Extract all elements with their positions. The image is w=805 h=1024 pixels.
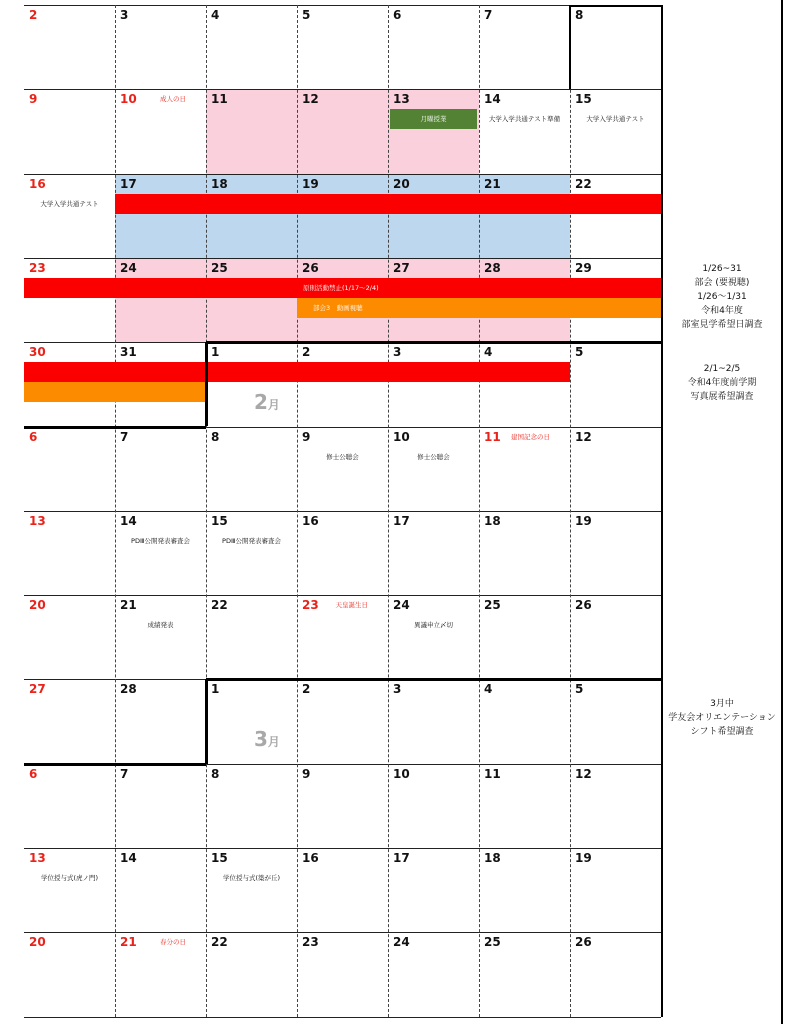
grid-row-line	[24, 1017, 661, 1018]
day-number: 15	[211, 513, 228, 528]
day-cell[interactable]	[206, 511, 297, 595]
day-number: 27	[29, 682, 46, 697]
day-event: 大学入学共通テスト準備	[488, 115, 561, 124]
day-number: 25	[484, 935, 501, 950]
side-note	[662, 262, 782, 332]
day-number: 9	[302, 429, 311, 444]
day-cell[interactable]	[479, 848, 570, 932]
day-number: 23	[302, 598, 319, 613]
day-cell[interactable]	[24, 848, 115, 932]
day-number: 11	[484, 429, 501, 444]
day-cell[interactable]	[479, 764, 570, 848]
day-number: 24	[393, 935, 410, 950]
event-bar-label: 原則活動禁止(1/17～2/4)	[303, 283, 379, 292]
day-cell[interactable]	[24, 89, 115, 173]
day-cell[interactable]	[570, 342, 661, 426]
day-number: 7	[120, 766, 129, 781]
day-cell[interactable]	[479, 679, 570, 763]
day-cell[interactable]	[115, 511, 206, 595]
day-number: 10	[393, 766, 410, 781]
grid-row-line	[24, 595, 661, 596]
day-cell[interactable]	[24, 5, 115, 89]
day-cell[interactable]	[115, 595, 206, 679]
event-bar[interactable]	[24, 362, 570, 382]
side-note-line: 1/26~31	[702, 264, 742, 274]
day-number: 14	[120, 851, 137, 865]
day-cell[interactable]	[388, 89, 479, 173]
day-cell[interactable]	[388, 5, 479, 89]
day-cell[interactable]	[297, 679, 388, 763]
day-event: 大学入学共通テスト	[586, 115, 645, 124]
day-cell[interactable]	[206, 427, 297, 511]
day-cell[interactable]	[570, 848, 661, 932]
day-cell[interactable]	[479, 511, 570, 595]
day-number: 3	[393, 345, 402, 360]
day-cell[interactable]	[206, 932, 297, 1016]
day-event: 成人の日	[160, 95, 186, 104]
side-note-line: 令和4年度	[701, 306, 743, 316]
month-border	[206, 341, 661, 344]
day-cell[interactable]	[297, 427, 388, 511]
day-number: 23	[29, 260, 46, 275]
day-number: 27	[393, 260, 410, 275]
month-border	[205, 679, 208, 763]
day-cell[interactable]	[297, 595, 388, 679]
calendar-grid	[24, 5, 660, 1017]
day-number: 26	[575, 935, 592, 950]
day-cell[interactable]	[206, 679, 297, 763]
day-number: 24	[120, 260, 137, 275]
day-cell[interactable]	[115, 848, 206, 932]
day-event: 修士公聴会	[326, 452, 359, 461]
day-event: PDⅢ公開発表審査会	[131, 536, 190, 545]
day-number: 21	[120, 598, 137, 613]
day-number: 4	[211, 8, 220, 22]
day-number: 16	[29, 176, 46, 191]
grid-row-line	[24, 258, 661, 259]
day-cell[interactable]	[206, 595, 297, 679]
side-note-line: 学友会オリエンテーション	[668, 713, 776, 723]
day-cell[interactable]	[570, 511, 661, 595]
day-number: 2	[29, 8, 38, 22]
day-cell[interactable]	[297, 89, 388, 173]
day-number: 25	[484, 598, 501, 613]
day-number: 12	[575, 429, 592, 444]
day-cell[interactable]	[24, 511, 115, 595]
side-note-line: シフト希望調査	[690, 727, 754, 737]
grid-row-line	[24, 932, 661, 933]
day-event: 修士公聴会	[417, 452, 450, 461]
day-number: 1	[211, 345, 220, 360]
day-cell[interactable]	[388, 932, 479, 1016]
day-number: 6	[29, 429, 38, 444]
month-number: 3	[254, 727, 268, 752]
day-number: 12	[302, 92, 319, 107]
month-unit: 月	[267, 398, 280, 413]
day-cell[interactable]	[115, 932, 206, 1016]
day-cell[interactable]	[570, 174, 661, 258]
day-number: 21	[120, 935, 137, 950]
day-cell[interactable]	[24, 258, 115, 342]
day-number: 17	[120, 176, 137, 191]
day-number: 28	[120, 682, 137, 697]
day-number: 7	[120, 429, 129, 444]
day-number: 22	[575, 176, 592, 191]
day-cell[interactable]	[479, 427, 570, 511]
grid-col-line	[570, 5, 571, 1017]
page-right-border	[781, 0, 783, 1024]
day-number: 17	[393, 513, 410, 528]
day-number: 2	[302, 682, 311, 697]
day-cell[interactable]	[297, 511, 388, 595]
day-number: 5	[575, 345, 584, 360]
day-cell[interactable]	[115, 764, 206, 848]
day-event: 大学入学共通テスト	[40, 199, 99, 208]
grid-col-line	[479, 5, 480, 1017]
week-border	[570, 5, 661, 7]
day-number: 10	[120, 92, 137, 107]
day-number: 16	[302, 851, 319, 865]
day-cell[interactable]	[388, 595, 479, 679]
day-cell[interactable]	[24, 595, 115, 679]
day-number: 23	[302, 935, 319, 950]
day-number: 13	[29, 851, 46, 865]
day-cell[interactable]	[206, 342, 297, 426]
day-number: 15	[575, 92, 592, 107]
month-number: 2	[254, 390, 268, 415]
day-number: 18	[211, 176, 228, 191]
day-number: 6	[393, 8, 402, 22]
event-bar-label: 月曜授業	[420, 115, 447, 124]
day-cell[interactable]	[206, 848, 297, 932]
day-cell[interactable]	[206, 174, 297, 258]
grid-col-line	[297, 5, 298, 1017]
day-cell[interactable]	[479, 89, 570, 173]
day-cell[interactable]	[570, 932, 661, 1016]
day-number: 13	[393, 92, 410, 107]
day-number: 18	[484, 851, 501, 865]
month-border	[24, 426, 206, 429]
grid-col-line	[206, 5, 207, 1017]
day-cell[interactable]	[479, 932, 570, 1016]
day-number: 2	[302, 345, 311, 360]
day-cell[interactable]	[297, 848, 388, 932]
day-number: 5	[575, 682, 584, 697]
day-number: 3	[120, 8, 129, 22]
day-cell[interactable]	[24, 932, 115, 1016]
day-number: 20	[29, 598, 46, 613]
day-event: 学位授与式(虎ノ門)	[40, 874, 99, 882]
grid-row-line	[24, 89, 661, 90]
day-cell[interactable]	[24, 764, 115, 848]
day-cell[interactable]	[570, 427, 661, 511]
day-cell[interactable]	[570, 89, 661, 173]
day-cell[interactable]	[115, 174, 206, 258]
day-number: 21	[484, 176, 501, 191]
grid-col-line	[115, 5, 116, 1017]
day-cell[interactable]	[206, 89, 297, 173]
day-number: 26	[302, 260, 319, 275]
day-number: 24	[393, 598, 410, 613]
day-cell[interactable]	[297, 5, 388, 89]
event-bar[interactable]	[24, 278, 661, 298]
side-note-line: 令和4年度前学期	[687, 378, 757, 388]
day-number: 17	[393, 851, 410, 865]
event-bar-label: 部会3 動画視聴	[313, 303, 363, 312]
month-label	[254, 390, 280, 414]
day-cell[interactable]	[115, 89, 206, 173]
side-note-line: 部会 (要視聴)	[694, 278, 750, 288]
day-number: 8	[575, 8, 584, 22]
grid-row-line	[24, 511, 661, 512]
day-cell[interactable]	[206, 764, 297, 848]
day-number: 11	[211, 92, 228, 107]
day-event: 学位授与式(築が丘)	[222, 874, 281, 882]
day-number: 8	[211, 429, 220, 444]
day-number: 13	[29, 513, 46, 528]
day-cell[interactable]	[297, 174, 388, 258]
day-number: 26	[575, 598, 592, 613]
day-number: 10	[393, 429, 410, 444]
event-bar[interactable]	[24, 382, 206, 402]
day-cell[interactable]	[115, 258, 206, 342]
day-event: 成績発表	[147, 621, 174, 630]
day-cell[interactable]	[206, 258, 297, 342]
day-number: 5	[302, 8, 311, 22]
day-cell[interactable]	[479, 174, 570, 258]
day-cell[interactable]	[570, 5, 661, 89]
event-bar[interactable]	[115, 194, 661, 214]
day-cell[interactable]	[297, 932, 388, 1016]
day-cell[interactable]	[479, 342, 570, 426]
day-cell[interactable]	[297, 342, 388, 426]
side-note-line: 部室見学希望日調査	[681, 320, 763, 330]
day-cell[interactable]	[388, 679, 479, 763]
side-note	[662, 362, 782, 404]
day-number: 30	[29, 345, 46, 360]
day-number: 19	[575, 513, 592, 528]
day-number: 6	[29, 766, 38, 781]
grid-row-line	[24, 5, 661, 6]
day-number: 28	[484, 260, 501, 275]
day-number: 31	[120, 345, 137, 360]
side-note-line: 3月中	[710, 699, 734, 709]
day-event: PDⅢ公開発表審査会	[222, 536, 281, 545]
month-label	[254, 727, 280, 751]
month-border	[205, 342, 208, 426]
day-cell[interactable]	[388, 342, 479, 426]
day-number: 15	[211, 851, 228, 865]
day-number: 4	[484, 682, 493, 697]
day-number: 7	[484, 8, 493, 22]
day-event: 異議申立〆切	[414, 621, 453, 630]
day-cell[interactable]	[24, 174, 115, 258]
day-number: 4	[484, 345, 493, 360]
day-cell[interactable]	[24, 427, 115, 511]
day-cell[interactable]	[388, 764, 479, 848]
day-number: 9	[29, 92, 38, 107]
day-cell[interactable]	[570, 595, 661, 679]
day-number: 1	[211, 682, 220, 697]
day-cell[interactable]	[570, 679, 661, 763]
day-number: 19	[575, 851, 592, 865]
day-cell[interactable]	[388, 174, 479, 258]
day-number: 22	[211, 598, 228, 613]
month-unit: 月	[267, 735, 280, 750]
month-border	[206, 678, 661, 681]
day-number: 11	[484, 766, 501, 781]
day-number: 18	[484, 513, 501, 528]
day-cell[interactable]	[479, 595, 570, 679]
day-cell[interactable]	[297, 764, 388, 848]
day-number: 12	[575, 766, 592, 781]
grid-col-line	[388, 5, 389, 1017]
month-border	[24, 763, 206, 766]
day-number: 19	[302, 176, 319, 191]
day-cell[interactable]	[479, 5, 570, 89]
side-note	[662, 697, 782, 739]
day-number: 3	[393, 682, 402, 697]
side-note-line: 写真展希望調査	[690, 392, 754, 402]
day-number: 29	[575, 260, 592, 275]
day-number: 16	[302, 513, 319, 528]
day-cell[interactable]	[388, 848, 479, 932]
day-cell[interactable]	[206, 5, 297, 89]
grid-right-border	[661, 5, 663, 1017]
day-number: 22	[211, 935, 228, 950]
day-number: 20	[393, 176, 410, 191]
grid-row-line	[24, 174, 661, 175]
day-number: 20	[29, 935, 46, 950]
day-cell[interactable]	[24, 679, 115, 763]
side-note-line: 2/1~2/5	[703, 364, 741, 374]
day-cell[interactable]	[115, 5, 206, 89]
day-cell[interactable]	[115, 679, 206, 763]
day-number: 9	[302, 766, 311, 781]
day-cell[interactable]	[570, 764, 661, 848]
side-note-line: 1/26～1/31	[697, 292, 747, 302]
day-number: 25	[211, 260, 228, 275]
week-border	[569, 5, 571, 89]
day-number: 14	[120, 513, 137, 528]
event-bar[interactable]	[297, 298, 661, 318]
day-cell[interactable]	[388, 427, 479, 511]
grid-row-line	[24, 848, 661, 849]
day-event: 建国記念の日	[511, 432, 550, 441]
day-cell[interactable]	[388, 511, 479, 595]
day-cell[interactable]	[115, 427, 206, 511]
day-number: 14	[484, 92, 501, 107]
day-number: 8	[211, 766, 220, 781]
day-event: 春分の日	[160, 938, 186, 947]
day-event: 天皇誕生日	[335, 601, 368, 610]
event-bar[interactable]	[390, 109, 477, 129]
